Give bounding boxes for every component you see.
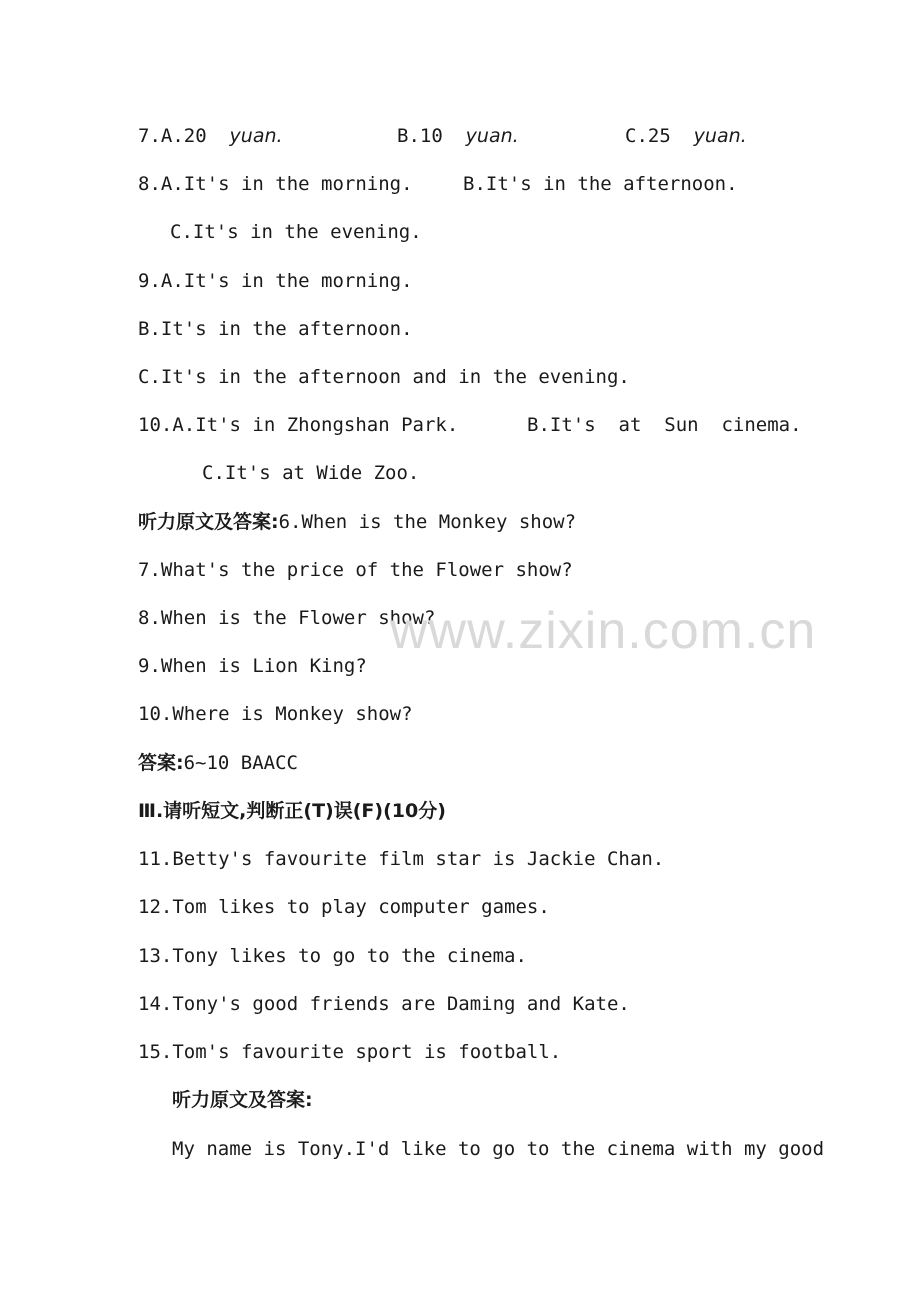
statement-item: 12.Tom likes to play computer games. [138,896,550,918]
answer-line [138,750,298,776]
q9-option-c: C.It's in the afternoon and in the evening. [138,366,630,388]
q7-option-a [138,123,283,149]
script-question: 9.When is Lion King? [138,655,367,677]
script-question: 10.Where is Monkey show? [138,703,413,725]
q8-option-b: B.It's in the afternoon. [463,173,738,195]
q8-option-c: C.It's in the evening. [170,221,422,243]
q7-option-c [625,123,747,149]
script-question: 8.When is the Flower show? [138,607,436,629]
script-heading: 听力原文及答案: [138,511,279,533]
q9-option-a: 9.A.It's in the morning. [138,270,413,292]
q7-option-c-number: C.25 [625,125,671,147]
q7-option-b-unit: yuan. [465,125,519,147]
q7-option-a-unit: yuan. [229,125,283,147]
statement-item: 14.Tony's good friends are Daming and Kate. [138,993,630,1015]
q10-option-b: B.It's at Sun cinema. [527,414,802,436]
answer-label: 答案: [138,752,184,774]
script-question: 6.When is the Monkey show? [278,511,577,533]
script-paragraph: My name is Tony.I'd like to go to the cinema with my good [172,1138,825,1160]
q8-option-a: 8.A.It's in the morning. [138,173,413,195]
script-question: 7.What's the price of the Flower show? [138,559,573,581]
q7-option-c-unit: yuan. [693,125,747,147]
q7-option-b-number: B.10 [397,125,443,147]
q9-option-b: B.It's in the afternoon. [138,318,413,340]
q7-option-b [397,123,519,149]
statement-item: 13.Tony likes to go to the cinema. [138,945,527,967]
q10-option-c: C.It's at Wide Zoo. [202,462,420,484]
q7-option-a-number: 7.A.20 [138,125,207,147]
script-line-1 [138,509,576,535]
q10-option-a: 10.A.It's in Zhongshan Park. [138,414,459,436]
statement-item: 15.Tom's favourite sport is football. [138,1041,562,1063]
watermark: www.zixin.com.cn [390,602,817,660]
statement-item: 11.Betty's favourite film star is Jackie Chan. [138,848,665,870]
answer-value: 6~10 BAACC [183,752,298,774]
section-3-title: Ⅲ.请听短文,判断正(T)误(F)(10分) [138,800,446,822]
script-heading-2: 听力原文及答案: [172,1089,313,1111]
